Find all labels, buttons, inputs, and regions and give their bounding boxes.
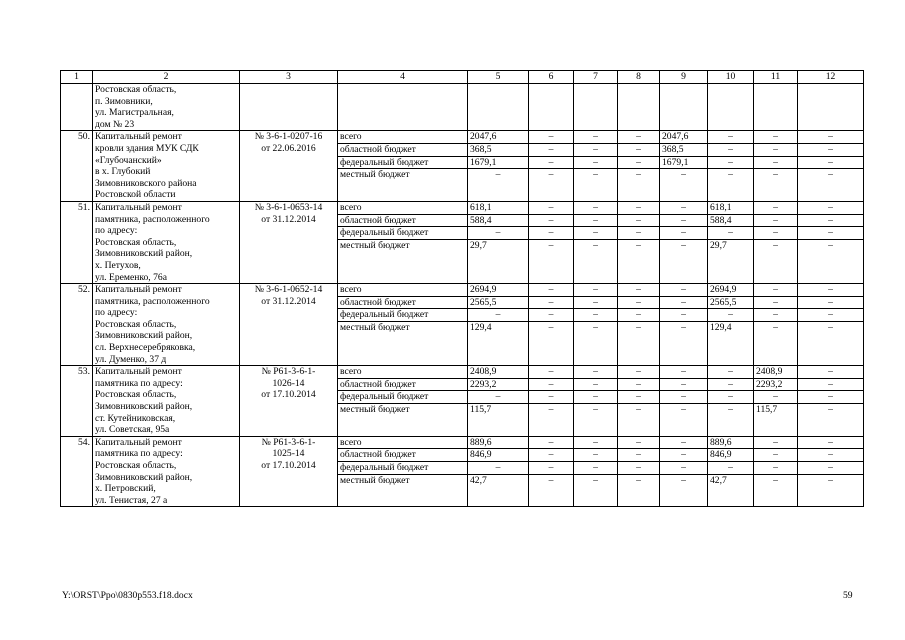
value-cell: – [798, 462, 864, 475]
name-line: ул. Думенко, 37 д [95, 353, 167, 365]
value-cell: – [574, 378, 618, 391]
name-line: п. Зимовники, [95, 95, 153, 107]
value-cell: – [660, 296, 708, 309]
value-cell: 2694,9 [708, 284, 754, 297]
table-body [61, 84, 864, 507]
value-cell: – [660, 404, 708, 437]
value-cell: – [529, 239, 574, 283]
empty-cell [708, 84, 754, 131]
value-cell: – [660, 462, 708, 475]
document-number-cell [240, 131, 338, 202]
name-line: Зимовниковский район, [95, 330, 193, 342]
value-cell: – [468, 227, 529, 240]
value-cell: – [708, 378, 754, 391]
value-cell: – [618, 391, 660, 404]
value-cell: – [798, 378, 864, 391]
value-cell: 2408,9 [754, 366, 798, 379]
value-cell: – [798, 239, 864, 283]
document-line: 1026-14 [272, 377, 305, 389]
value-cell: – [798, 321, 864, 365]
value-cell: – [798, 404, 864, 437]
name-line: ул. Магистральная, [95, 107, 174, 119]
empty-cell [754, 84, 798, 131]
value-cell: 115,7 [754, 404, 798, 437]
value-cell: – [798, 284, 864, 297]
value-cell: – [574, 366, 618, 379]
funding-source-cell: федеральный бюджет [338, 462, 468, 475]
value-cell: – [798, 143, 864, 156]
row-number-cell [61, 84, 93, 131]
document-line: от 31.12.2014 [261, 213, 316, 225]
document-line: № 3-6-1-0653-14 [254, 201, 323, 213]
row-number-cell: 51. [61, 201, 93, 283]
value-cell: 618,1 [468, 201, 529, 214]
name-line: по адресу: [95, 307, 138, 319]
row-number-cell: 50. [61, 131, 93, 202]
name-line: ул. Советская, 95а [95, 424, 170, 436]
value-cell: – [798, 309, 864, 322]
value-cell: – [708, 143, 754, 156]
empty-cell [240, 84, 338, 131]
value-cell: 588,4 [708, 214, 754, 227]
value-cell: – [708, 227, 754, 240]
table-header [61, 71, 864, 84]
value-cell: – [529, 131, 574, 144]
document-line: 1025-14 [272, 448, 305, 460]
value-cell: – [529, 474, 574, 507]
value-cell: – [754, 227, 798, 240]
header-cell: 10 [708, 71, 754, 84]
value-cell: – [708, 391, 754, 404]
funding-source-cell: федеральный бюджет [338, 156, 468, 169]
value-cell: – [618, 296, 660, 309]
funding-source-cell: областной бюджет [338, 143, 468, 156]
value-cell: – [618, 143, 660, 156]
budget-row [61, 366, 864, 379]
value-cell: – [529, 321, 574, 365]
continuation-row [61, 84, 864, 131]
value-cell: 2408,9 [468, 366, 529, 379]
budget-row [61, 131, 864, 144]
value-cell: – [798, 156, 864, 169]
value-cell: – [618, 404, 660, 437]
value-cell: – [754, 143, 798, 156]
value-cell: – [798, 214, 864, 227]
value-cell: – [529, 462, 574, 475]
value-cell: – [708, 462, 754, 475]
value-cell: 129,4 [468, 321, 529, 365]
value-cell: – [660, 321, 708, 365]
value-cell: – [618, 284, 660, 297]
value-cell: – [618, 214, 660, 227]
value-cell: – [708, 169, 754, 202]
funding-source-cell: федеральный бюджет [338, 309, 468, 322]
value-cell: – [618, 366, 660, 379]
name-line: Капитальный ремонт [95, 284, 182, 296]
value-cell: – [529, 296, 574, 309]
value-cell: – [529, 378, 574, 391]
budget-row [61, 201, 864, 214]
name-line: Зимовниковского района [95, 177, 197, 189]
value-cell: – [660, 201, 708, 214]
document-number-cell [240, 436, 338, 507]
value-cell: – [660, 239, 708, 283]
funding-source-cell: всего [338, 366, 468, 379]
value-cell: 2047,6 [660, 131, 708, 144]
name-line: х. Петровский, [95, 483, 156, 495]
value-cell: – [529, 436, 574, 449]
document-line: № Р61-3-6-1- [261, 436, 316, 448]
value-cell: – [660, 284, 708, 297]
funding-source-cell: местный бюджет [338, 239, 468, 283]
name-line: Ростовская область, [95, 318, 177, 330]
header-cell: 12 [798, 71, 864, 84]
row-number-cell: 54. [61, 436, 93, 507]
name-line: Ростовская область, [95, 236, 177, 248]
value-cell: – [574, 169, 618, 202]
value-cell: – [660, 227, 708, 240]
value-cell: – [618, 131, 660, 144]
value-cell: 2293,2 [468, 378, 529, 391]
name-line: дом № 23 [95, 118, 135, 130]
document-line: № Р61-3-6-1- [261, 366, 316, 378]
value-cell: 846,9 [468, 449, 529, 462]
value-cell: – [529, 404, 574, 437]
value-cell: – [798, 391, 864, 404]
value-cell: – [754, 449, 798, 462]
value-cell: 115,7 [468, 404, 529, 437]
value-cell: 889,6 [468, 436, 529, 449]
value-cell: – [660, 449, 708, 462]
value-cell: – [754, 156, 798, 169]
name-line: ст. Кутейниковская, [95, 412, 176, 424]
value-cell: – [574, 474, 618, 507]
value-cell: – [529, 449, 574, 462]
value-cell: – [618, 378, 660, 391]
value-cell: – [574, 131, 618, 144]
value-cell: – [574, 309, 618, 322]
header-cell: 8 [618, 71, 660, 84]
budget-row [61, 284, 864, 297]
name-line: памятника, расположенного [95, 295, 210, 307]
name-line: Капитальный ремонт [95, 436, 182, 448]
value-cell: – [468, 391, 529, 404]
value-cell: – [529, 366, 574, 379]
name-line: ул. Еременко, 76а [95, 271, 167, 283]
funding-source-cell: всего [338, 284, 468, 297]
value-cell: – [574, 462, 618, 475]
name-line: Капитальный ремонт [95, 201, 182, 213]
value-cell: – [529, 201, 574, 214]
name-line: Ростовская область, [95, 460, 177, 471]
value-cell: 1679,1 [660, 156, 708, 169]
funding-source-cell: местный бюджет [338, 169, 468, 202]
value-cell: – [754, 474, 798, 507]
value-cell: 29,7 [708, 239, 754, 283]
document-number-cell [240, 366, 338, 437]
funding-source-cell: всего [338, 436, 468, 449]
value-cell: – [798, 474, 864, 507]
value-cell: – [708, 131, 754, 144]
budget-table [60, 70, 864, 507]
value-cell: 2293,2 [754, 378, 798, 391]
value-cell: – [754, 169, 798, 202]
value-cell: 588,4 [468, 214, 529, 227]
value-cell: – [754, 201, 798, 214]
value-cell: – [529, 214, 574, 227]
name-line: Ростовская область, [95, 84, 177, 95]
header-cell: 5 [468, 71, 529, 84]
name-line: кровли здания МУК СДК [95, 142, 199, 154]
value-cell: – [618, 462, 660, 475]
value-cell: – [529, 391, 574, 404]
document-line: № 3-6-1-0652-14 [254, 284, 323, 296]
value-cell: – [754, 436, 798, 449]
empty-cell [468, 84, 529, 131]
value-cell: – [798, 169, 864, 202]
page-number: 59 [843, 590, 853, 601]
name-line: сл. Верхнесеребряковка, [95, 342, 196, 354]
object-name-cell [93, 436, 240, 507]
value-cell: – [574, 214, 618, 227]
name-line: Ростовская область, [95, 389, 177, 401]
funding-source-cell: местный бюджет [338, 474, 468, 507]
value-cell: 889,6 [708, 436, 754, 449]
value-cell: – [618, 169, 660, 202]
value-cell: – [754, 321, 798, 365]
empty-cell [618, 84, 660, 131]
value-cell: – [798, 296, 864, 309]
file-path: Y:\ORST\Ppo\0830p553.f18.docx [62, 590, 193, 601]
value-cell: – [798, 201, 864, 214]
name-line: памятника по адресу: [95, 448, 183, 460]
name-line: Ростовской области [95, 189, 176, 201]
value-cell: – [798, 449, 864, 462]
value-cell: – [754, 462, 798, 475]
value-cell: – [754, 296, 798, 309]
value-cell: 42,7 [468, 474, 529, 507]
value-cell: – [618, 201, 660, 214]
value-cell: – [660, 309, 708, 322]
value-cell: – [468, 462, 529, 475]
funding-source-cell: областной бюджет [338, 296, 468, 309]
name-line: по адресу: [95, 225, 138, 237]
value-cell: – [708, 366, 754, 379]
value-cell: – [754, 239, 798, 283]
header-cell: 1 [61, 71, 93, 84]
value-cell: – [660, 391, 708, 404]
value-cell: – [529, 284, 574, 297]
value-cell: – [468, 309, 529, 322]
name-line: Капитальный ремонт [95, 366, 182, 378]
funding-source-cell: федеральный бюджет [338, 227, 468, 240]
name-line: Зимовниковский район, [95, 248, 193, 260]
object-name-cell [93, 131, 240, 202]
value-cell: – [468, 169, 529, 202]
header-cell: 11 [754, 71, 798, 84]
funding-source-cell: всего [338, 201, 468, 214]
value-cell: – [574, 201, 618, 214]
document-number-cell [240, 284, 338, 366]
value-cell: – [660, 366, 708, 379]
value-cell: – [618, 156, 660, 169]
value-cell: – [574, 227, 618, 240]
value-cell: – [754, 309, 798, 322]
value-cell: – [574, 449, 618, 462]
name-line: Зимовниковский район, [95, 401, 193, 413]
value-cell: – [798, 227, 864, 240]
value-cell: – [708, 404, 754, 437]
document-line: от 22.06.2016 [261, 142, 316, 154]
funding-source-cell: областной бюджет [338, 449, 468, 462]
name-line: Капитальный ремонт [95, 131, 182, 143]
value-cell: 2565,5 [708, 296, 754, 309]
document-number-cell [240, 201, 338, 283]
value-cell: 29,7 [468, 239, 529, 283]
header-cell: 6 [529, 71, 574, 84]
object-name-cell [93, 284, 240, 366]
name-line: «Глубочанский» [95, 154, 162, 166]
value-cell: – [618, 309, 660, 322]
name-line: х. Петухов, [95, 259, 141, 271]
document-line: от 17.10.2014 [261, 389, 316, 401]
object-name-cell [93, 366, 240, 437]
value-cell: – [754, 284, 798, 297]
empty-cell [574, 84, 618, 131]
value-cell: – [660, 378, 708, 391]
value-cell: – [754, 391, 798, 404]
value-cell: – [618, 239, 660, 283]
value-cell: – [574, 143, 618, 156]
value-cell: – [574, 284, 618, 297]
value-cell: 2694,9 [468, 284, 529, 297]
value-cell: 129,4 [708, 321, 754, 365]
name-line: Зимовниковский район, [95, 471, 193, 483]
name-line: памятника по адресу: [95, 377, 183, 389]
funding-source-cell: областной бюджет [338, 214, 468, 227]
value-cell: – [798, 366, 864, 379]
header-cell: 7 [574, 71, 618, 84]
value-cell: – [529, 169, 574, 202]
empty-cell [338, 84, 468, 131]
document-line: от 31.12.2014 [261, 295, 316, 307]
value-cell: – [574, 239, 618, 283]
value-cell: – [618, 474, 660, 507]
value-cell: – [660, 474, 708, 507]
value-cell: – [574, 321, 618, 365]
value-cell: – [660, 436, 708, 449]
value-cell: – [708, 309, 754, 322]
value-cell: – [529, 156, 574, 169]
value-cell: – [618, 436, 660, 449]
value-cell: – [529, 143, 574, 156]
value-cell: 368,5 [468, 143, 529, 156]
document-line: от 17.10.2014 [261, 460, 316, 471]
value-cell: – [618, 449, 660, 462]
header-cell: 3 [240, 71, 338, 84]
value-cell: 368,5 [660, 143, 708, 156]
value-cell: – [708, 156, 754, 169]
object-name-cell [93, 84, 240, 131]
value-cell: 2565,5 [468, 296, 529, 309]
value-cell: – [574, 404, 618, 437]
value-cell: – [574, 156, 618, 169]
funding-source-cell: местный бюджет [338, 404, 468, 437]
header-cell: 9 [660, 71, 708, 84]
value-cell: 846,9 [708, 449, 754, 462]
header-cell: 4 [338, 71, 468, 84]
name-line: в х. Глубокий [95, 166, 151, 178]
document-line: № 3-6-1-0207-16 [254, 131, 323, 143]
funding-source-cell: всего [338, 131, 468, 144]
value-cell: 1679,1 [468, 156, 529, 169]
name-line: памятника, расположенного [95, 213, 210, 225]
empty-cell [529, 84, 574, 131]
row-number-cell: 52. [61, 284, 93, 366]
row-number-cell: 53. [61, 366, 93, 437]
header-cell: 2 [93, 71, 240, 84]
empty-cell [798, 84, 864, 131]
value-cell: 2047,6 [468, 131, 529, 144]
funding-source-cell: местный бюджет [338, 321, 468, 365]
value-cell: – [529, 309, 574, 322]
value-cell: – [618, 227, 660, 240]
value-cell: – [798, 436, 864, 449]
funding-source-cell: областной бюджет [338, 378, 468, 391]
value-cell: – [798, 131, 864, 144]
empty-cell [660, 84, 708, 131]
value-cell: 42,7 [708, 474, 754, 507]
funding-source-cell: федеральный бюджет [338, 391, 468, 404]
object-name-cell [93, 201, 240, 283]
value-cell: – [574, 391, 618, 404]
value-cell: – [660, 169, 708, 202]
value-cell: 618,1 [708, 201, 754, 214]
value-cell: – [574, 436, 618, 449]
value-cell: – [754, 214, 798, 227]
value-cell: – [618, 321, 660, 365]
value-cell: – [529, 227, 574, 240]
name-line: ул. Тенистая, 27 а [95, 494, 168, 506]
budget-row [61, 436, 864, 449]
value-cell: – [754, 131, 798, 144]
value-cell: – [574, 296, 618, 309]
value-cell: – [660, 214, 708, 227]
